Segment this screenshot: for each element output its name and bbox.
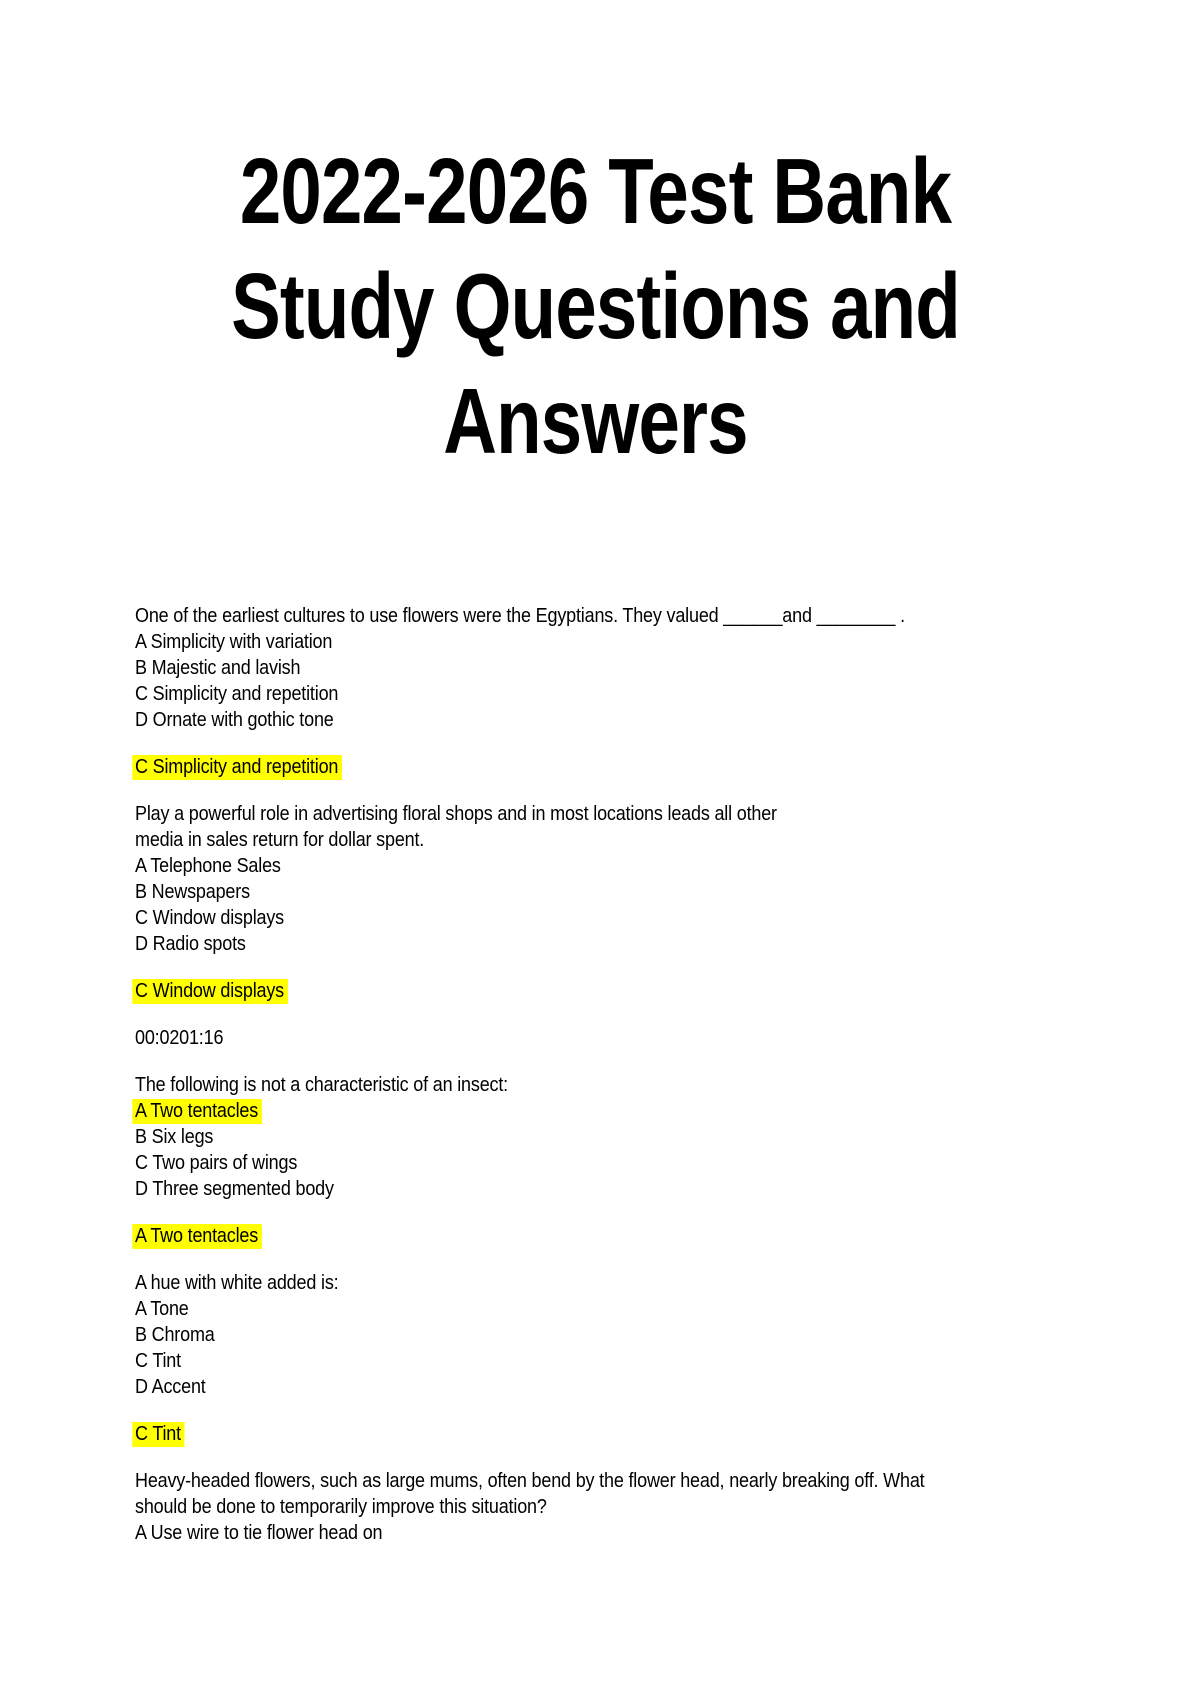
text-line: One of the earliest cultures to use flowers were the Egyptians. They valued ______and ________ . (135, 605, 905, 627)
question-block (135, 801, 1044, 957)
text-line (135, 1098, 1044, 1124)
text-line: B Newspapers (135, 881, 250, 903)
title-line-2: Study Questions and (231, 254, 960, 358)
question-block (135, 1468, 1044, 1546)
text-line: Heavy-headed flowers, such as large mums, often bend by the flower head, nearly breaking off. What (135, 1470, 925, 1492)
question-block (135, 603, 1044, 733)
answer-line (135, 978, 1044, 1004)
text-line: D Ornate with gothic tone (135, 709, 334, 731)
document-body (135, 603, 1044, 1546)
answer-block (135, 1223, 1044, 1249)
text-line: Play a powerful role in advertising floral shops and in most locations leads all other (135, 803, 777, 825)
answer-highlight: A Two tentacles (132, 1224, 261, 1249)
answer-line (135, 754, 1044, 780)
text-line: B Six legs (135, 1126, 214, 1148)
answer-line (135, 1421, 1044, 1447)
text-line: C Two pairs of wings (135, 1152, 298, 1174)
text-line: A Telephone Sales (135, 855, 281, 877)
answer-highlight: C Window displays (132, 979, 287, 1004)
text-line: C Simplicity and repetition (135, 683, 339, 705)
text-line: D Three segmented body (135, 1178, 334, 1200)
answer-highlight: C Tint (132, 1422, 184, 1447)
text-line: D Accent (135, 1376, 206, 1398)
text-line: should be done to temporarily improve this situation? (135, 1496, 547, 1518)
answer-block (135, 754, 1044, 780)
text-line: C Window displays (135, 907, 284, 929)
text-line: C Tint (135, 1350, 181, 1372)
text-line: D Radio spots (135, 933, 246, 955)
title-line-1: 2022-2026 Test Bank (239, 139, 952, 243)
text-line: media in sales return for dollar spent. (135, 829, 425, 851)
text-line: B Chroma (135, 1324, 215, 1346)
timestamp-block (135, 1025, 1044, 1051)
question-block (135, 1072, 1044, 1202)
answer-block (135, 1421, 1044, 1447)
question-block (135, 1270, 1044, 1400)
timestamp-text: 00:0201:16 (135, 1027, 224, 1049)
answer-block (135, 978, 1044, 1004)
highlighted-option: A Two tentacles (132, 1099, 261, 1124)
document-title (119, 0, 1072, 479)
text-line: A hue with white added is: (135, 1272, 339, 1294)
answer-highlight: C Simplicity and repetition (132, 755, 342, 780)
text-line: A Simplicity with variation (135, 631, 333, 653)
answer-line (135, 1223, 1044, 1249)
text-line: A Tone (135, 1298, 189, 1320)
text-line: The following is not a characteristic of an insect: (135, 1074, 509, 1096)
text-line: B Majestic and lavish (135, 657, 301, 679)
title-line-3: Answers (443, 369, 748, 473)
text-line: A Use wire to tie flower head on (135, 1522, 383, 1544)
